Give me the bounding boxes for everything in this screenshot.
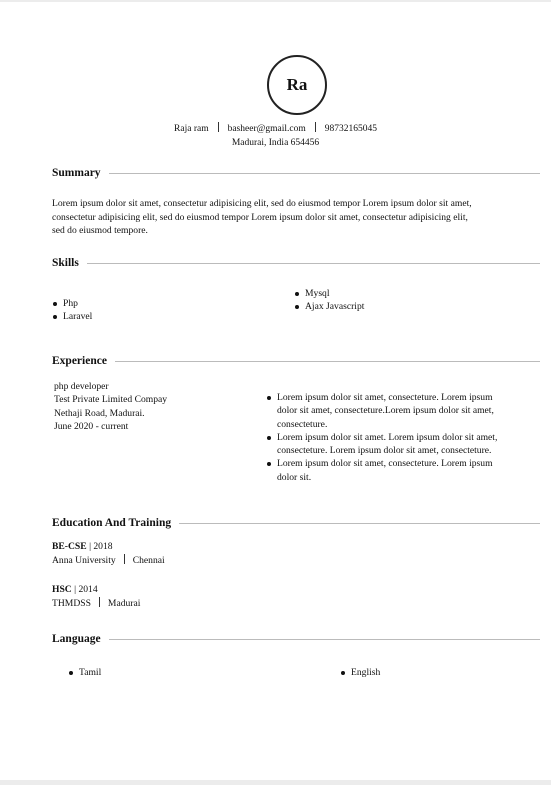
section-rule — [115, 361, 540, 362]
section-rule — [179, 523, 540, 524]
phone: 98732165045 — [324, 124, 377, 134]
skills-list-left — [52, 297, 92, 324]
summary-line: sed do eiusmod tempore. — [52, 225, 148, 236]
education-item — [52, 583, 140, 610]
skill-item: Mysql — [294, 287, 364, 300]
company-address: Nethaji Road, Madurai. — [54, 407, 145, 419]
degree: BE-CSE — [52, 541, 87, 552]
bullet-line: consecteture. Lorem ipsum dolor sit amet, consecteture. — [277, 445, 492, 457]
avatar: Ra — [267, 55, 327, 115]
school-city: Madurai — [107, 597, 141, 609]
name: Raja ram — [174, 124, 209, 134]
summary-text — [52, 197, 542, 238]
summary-heading — [52, 167, 540, 179]
experience-heading — [52, 355, 540, 367]
language-item: English — [340, 666, 380, 679]
experience-bullets — [266, 391, 541, 484]
job-role: php developer — [54, 381, 109, 392]
skill-item: Php — [52, 297, 92, 310]
summary-title: Summary — [52, 167, 101, 179]
summary-line: consectetur adipisicing elit, sed do eiusmod tempor Lorem ipsum dolor sit amet, consectetur adipisicing elit, — [52, 211, 468, 223]
education-heading — [52, 517, 540, 529]
divider — [124, 554, 125, 564]
bullet-line: consecteture. — [277, 418, 328, 430]
bullet-line: Lorem ipsum dolor sit amet, consecteture. Lorem ipsum — [277, 392, 493, 403]
degree-year: | 2014 — [74, 584, 98, 595]
section-rule — [109, 173, 540, 174]
language-heading — [52, 633, 540, 645]
language-list-left — [68, 666, 101, 679]
section-rule — [109, 639, 540, 640]
divider — [218, 122, 219, 132]
skills-heading — [52, 257, 540, 269]
skills-list-right — [294, 287, 364, 314]
education-school-line — [52, 597, 140, 611]
education-degree-line — [52, 583, 140, 597]
job-dates: June 2020 - current — [54, 420, 129, 432]
bullet-line: Lorem ipsum dolor sit amet, consecteture. Lorem ipsum — [277, 458, 493, 470]
bullet-line: dolor sit amet, consecteture.Lorem ipsum dolor sit amet, — [277, 405, 494, 417]
contact-line — [0, 122, 551, 136]
experience-bullet — [266, 457, 541, 484]
contact-block — [0, 122, 551, 150]
resume-page — [0, 2, 551, 780]
language-item: Tamil — [68, 666, 101, 679]
school: Anna University — [52, 554, 116, 566]
divider — [315, 122, 316, 132]
company: Test Private Limited Compay — [54, 394, 168, 406]
degree-year: | 2018 — [89, 541, 113, 552]
skill-item: Ajax Javascript — [294, 300, 364, 313]
degree: HSC — [52, 584, 72, 595]
experience-details — [54, 380, 167, 433]
summary-line: Lorem ipsum dolor sit amet, consectetur adipisicing elit, sed do eiusmod tempor Lorem ipsum dolor sit amet, — [52, 198, 472, 209]
education-title: Education And Training — [52, 517, 172, 529]
school-city: Chennai — [132, 554, 165, 566]
education-school-line — [52, 554, 165, 568]
experience-bullet — [266, 431, 541, 458]
email: basheer@gmail.com — [227, 124, 306, 134]
skills-title: Skills — [52, 257, 79, 269]
bullet-line: Lorem ipsum dolor sit amet. Lorem ipsum dolor sit amet, — [277, 431, 498, 443]
bullet-line: dolor sit. — [277, 471, 312, 483]
location: Madurai, India 654456 — [231, 138, 320, 148]
education-item — [52, 540, 165, 567]
education-degree-line — [52, 540, 165, 554]
skill-item: Laravel — [52, 310, 92, 323]
divider — [99, 597, 100, 607]
language-title: Language — [52, 633, 101, 645]
section-rule — [87, 263, 540, 264]
school: THMDSS — [52, 597, 91, 609]
experience-title: Experience — [52, 355, 107, 367]
experience-bullet — [266, 391, 541, 431]
language-list-right — [340, 666, 380, 679]
